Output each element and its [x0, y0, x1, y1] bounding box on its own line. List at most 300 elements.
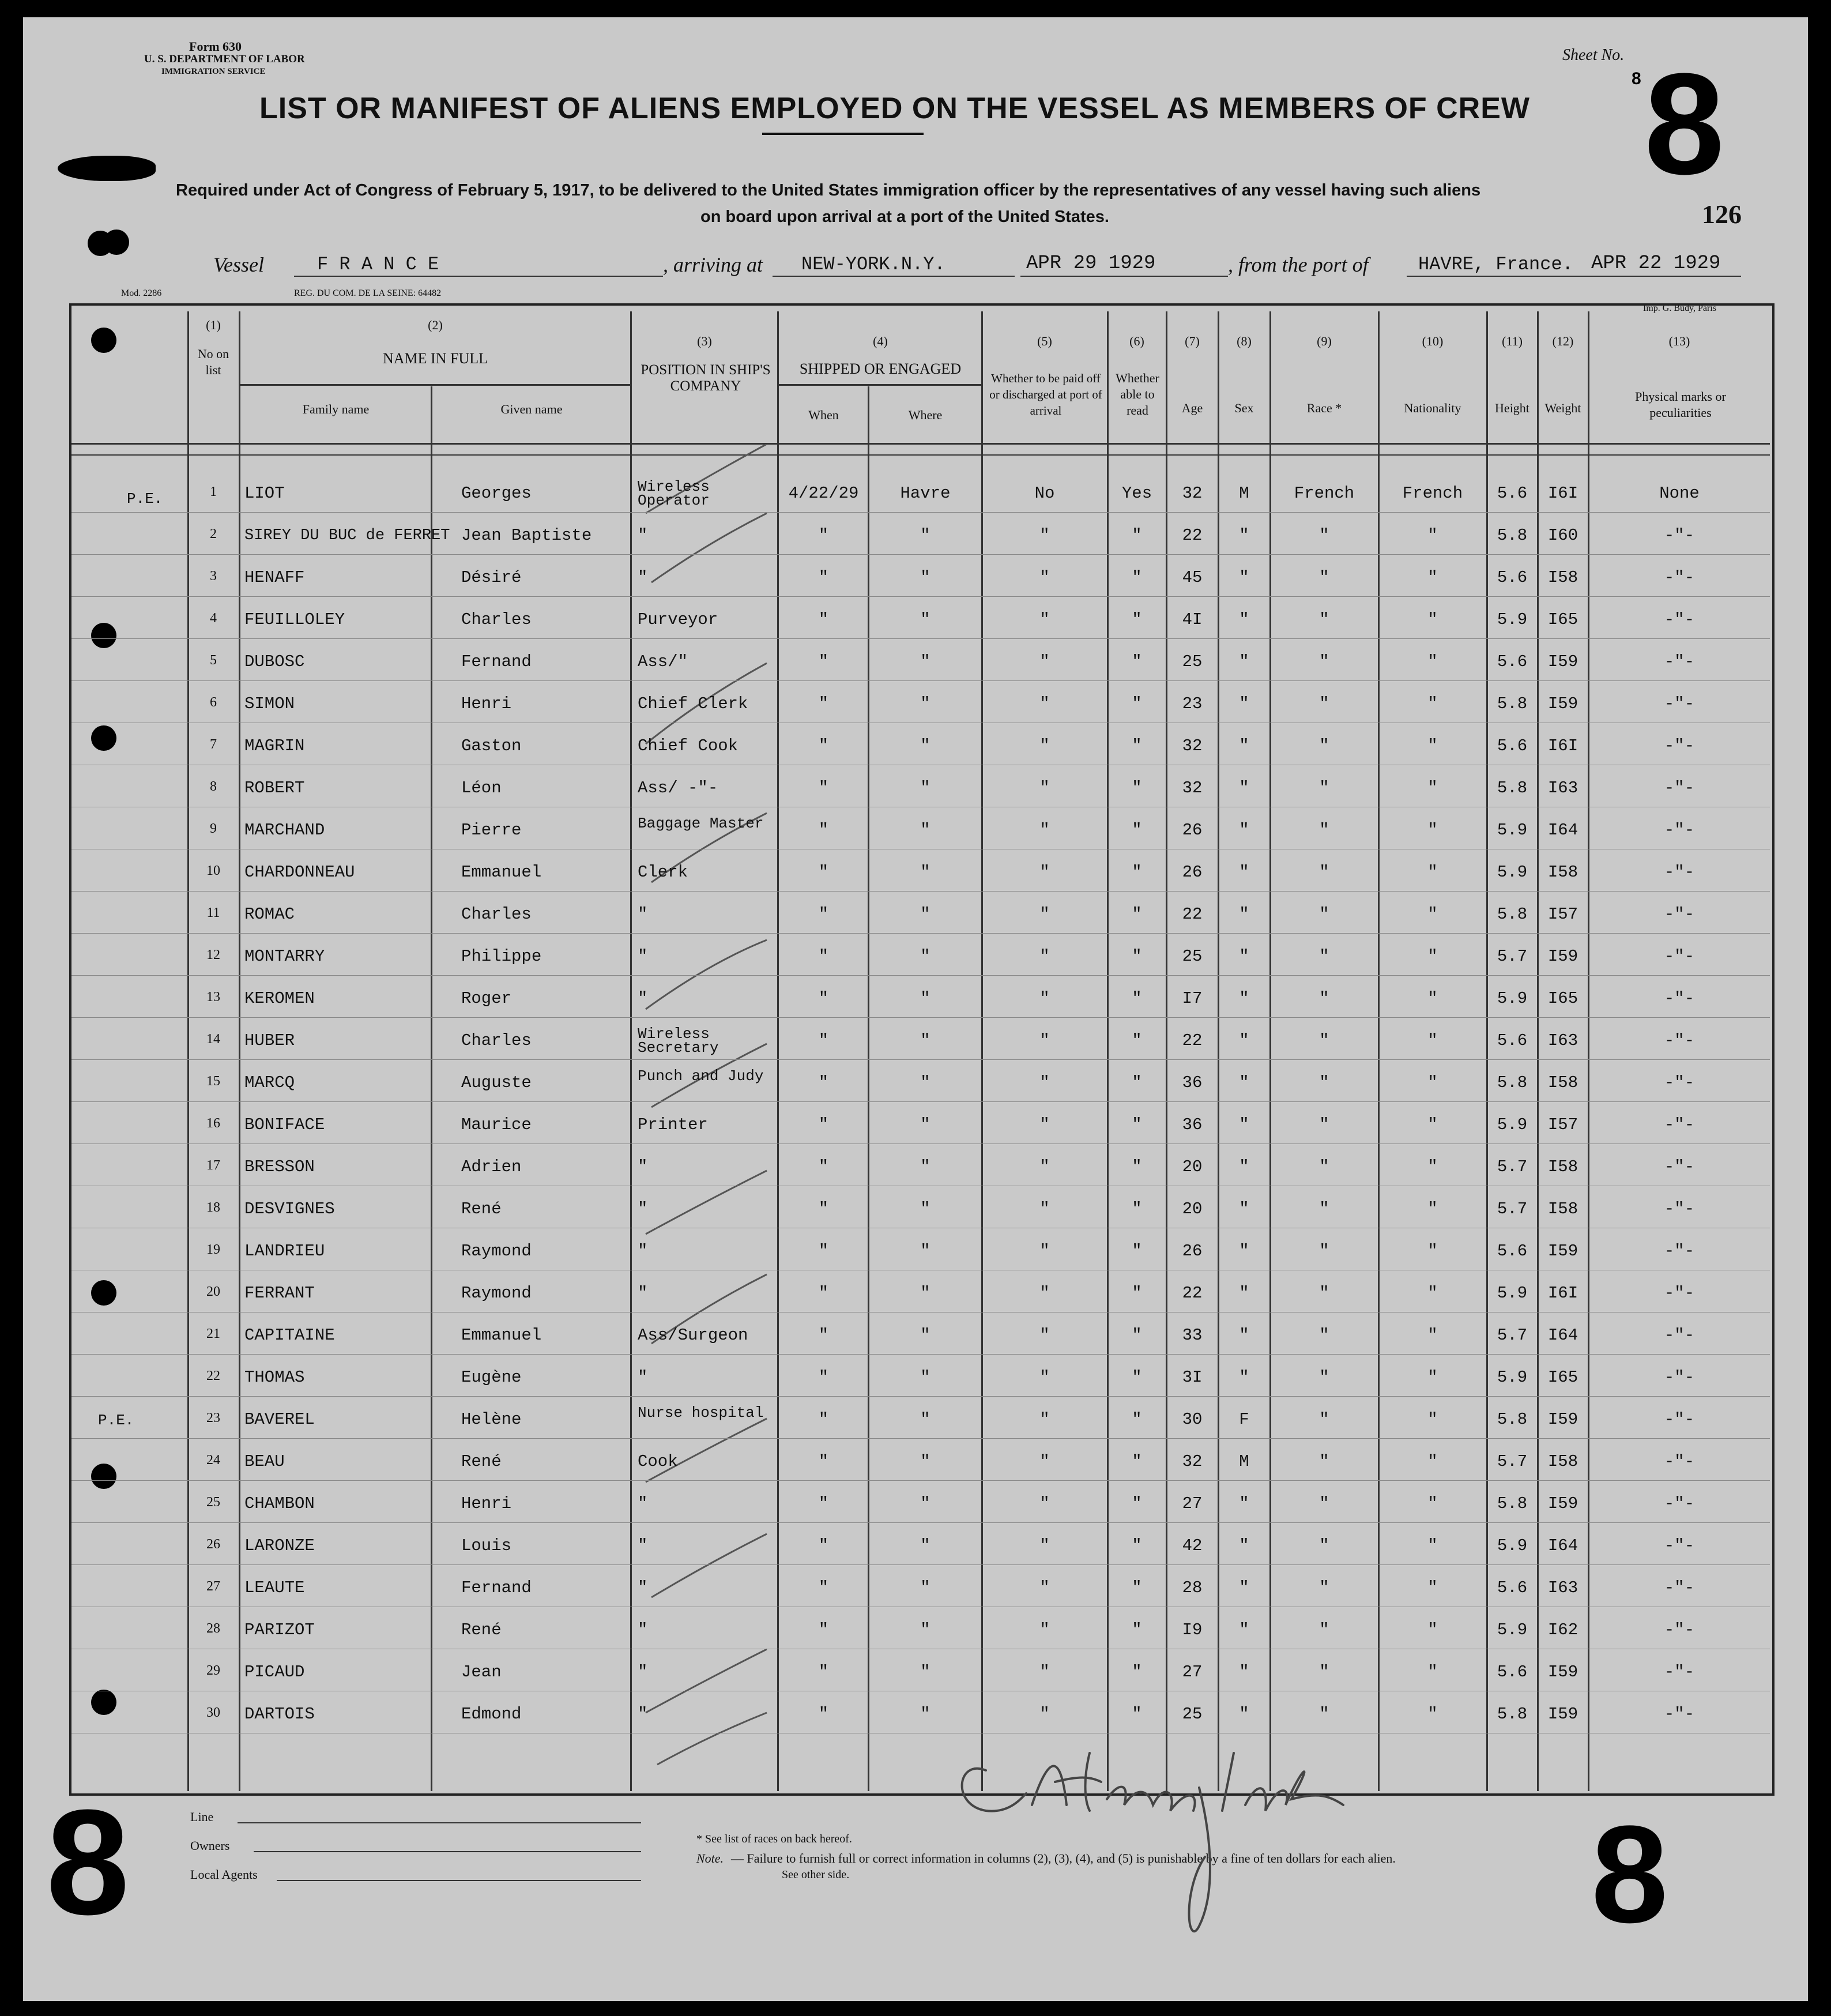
- able-to-read: ": [1132, 1620, 1142, 1639]
- agents-field-rule: [277, 1880, 641, 1881]
- paid-off: ": [1039, 1199, 1050, 1218]
- sex: ": [1239, 1284, 1249, 1303]
- shipped-where: ": [920, 778, 930, 798]
- row-rule: [71, 975, 1770, 976]
- given-name: Edmond: [461, 1705, 522, 1724]
- col2-header: NAME IN FULL: [383, 350, 488, 367]
- position: ": [638, 1620, 648, 1639]
- paid-off: ": [1039, 610, 1050, 629]
- departure-line: [1407, 276, 1741, 277]
- given-name: Georges: [461, 484, 532, 503]
- given-name: Désiré: [461, 568, 522, 587]
- height: 5.7: [1497, 1452, 1528, 1471]
- paid-off: ": [1039, 1620, 1050, 1639]
- race: ": [1319, 1410, 1329, 1429]
- shipped-where: ": [920, 1157, 930, 1176]
- line-field-rule: [238, 1822, 641, 1823]
- physical-marks: -"-: [1664, 1705, 1695, 1724]
- sex: ": [1239, 821, 1249, 840]
- family-name: FEUILLOLEY: [244, 610, 345, 629]
- row-number: 4: [210, 611, 217, 626]
- shipped-where: ": [920, 1663, 930, 1682]
- races-note: * See list of races on back hereof.: [696, 1833, 852, 1845]
- weight: I63: [1547, 778, 1578, 798]
- nationality: ": [1427, 1199, 1438, 1218]
- race: ": [1319, 1073, 1329, 1092]
- printer-credit: Imp. G. Budy, Paris: [1643, 303, 1716, 313]
- row-rule: [71, 1480, 1770, 1481]
- physical-marks: -"-: [1664, 863, 1695, 882]
- paid-off: ": [1039, 821, 1050, 840]
- row-rule: [71, 554, 1770, 555]
- col13-header: Physical marks or peculiarities: [1635, 389, 1726, 420]
- position: Printer: [638, 1115, 708, 1134]
- race: ": [1319, 568, 1329, 587]
- race: ": [1319, 652, 1329, 671]
- position: Clerk: [638, 863, 688, 882]
- physical-marks: -"-: [1664, 1368, 1695, 1387]
- column-divider: [1486, 311, 1488, 1791]
- height: 5.9: [1497, 1368, 1528, 1387]
- row-rule: [71, 512, 1770, 513]
- title-underline: [762, 133, 924, 135]
- nationality: ": [1427, 1494, 1438, 1513]
- weight: I6I: [1547, 484, 1578, 503]
- physical-marks: -"-: [1664, 1157, 1695, 1176]
- position: Punch and Judy: [638, 1067, 764, 1085]
- margin-mark: P.E.: [98, 1412, 134, 1429]
- shipped-when: ": [818, 694, 829, 713]
- height: 5.6: [1497, 484, 1528, 503]
- row-number: 28: [206, 1621, 220, 1636]
- position: ": [638, 905, 648, 924]
- family-name: LIOT: [244, 484, 285, 503]
- physical-marks: -"-: [1664, 1536, 1695, 1555]
- paid-off: ": [1039, 778, 1050, 798]
- sex: ": [1239, 905, 1249, 924]
- weight: I59: [1547, 1410, 1578, 1429]
- height: 5.6: [1497, 1031, 1528, 1050]
- able-to-read: Yes: [1121, 484, 1152, 503]
- shipped-when: ": [818, 863, 829, 882]
- shipped-where: ": [920, 1115, 930, 1134]
- family-name: LEAUTE: [244, 1578, 305, 1597]
- row-number: 18: [206, 1200, 220, 1215]
- row-number: 12: [206, 947, 220, 962]
- position: Ass/": [638, 652, 688, 671]
- nationality: ": [1427, 821, 1438, 840]
- date-line: [1020, 276, 1228, 277]
- paid-off: ": [1039, 1705, 1050, 1724]
- nationality: ": [1427, 568, 1438, 587]
- shipped-when: ": [818, 1620, 829, 1639]
- able-to-read: ": [1132, 1410, 1142, 1429]
- able-to-read: ": [1132, 1368, 1142, 1387]
- weight: I58: [1547, 1452, 1578, 1471]
- given-name: Henri: [461, 1494, 512, 1513]
- row-number: 29: [206, 1663, 220, 1678]
- paid-off: ": [1039, 1663, 1050, 1682]
- position: ": [638, 989, 648, 1008]
- row-number: 25: [206, 1495, 220, 1510]
- registry-number: REG. DU COM. DE LA SEINE: 64482: [294, 288, 442, 298]
- age: 27: [1182, 1663, 1203, 1682]
- paid-off: ": [1039, 568, 1050, 587]
- row-number: 2: [210, 526, 217, 541]
- family-name: BONIFACE: [244, 1115, 325, 1134]
- shipped-where: ": [920, 1494, 930, 1513]
- sex: ": [1239, 736, 1249, 755]
- sheet-number-small: 8: [1632, 69, 1641, 88]
- age: 33: [1182, 1326, 1203, 1345]
- sex: ": [1239, 1705, 1249, 1724]
- able-to-read: ": [1132, 652, 1142, 671]
- col6-number: (6): [1129, 334, 1144, 348]
- age: 32: [1182, 778, 1203, 798]
- physical-marks: -"-: [1664, 694, 1695, 713]
- column-divider: [239, 311, 240, 1791]
- local-agents-label: Local Agents: [190, 1867, 258, 1882]
- height: 5.7: [1497, 947, 1528, 966]
- race: ": [1319, 1284, 1329, 1303]
- race: ": [1319, 736, 1329, 755]
- weight: I63: [1547, 1031, 1578, 1050]
- col11-number: (11): [1502, 334, 1523, 348]
- col2b-header: Given name: [500, 402, 563, 416]
- able-to-read: ": [1132, 947, 1142, 966]
- able-to-read: ": [1132, 778, 1142, 798]
- weight: I63: [1547, 1578, 1578, 1597]
- given-name: Léon: [461, 778, 502, 798]
- age: 22: [1182, 1284, 1203, 1303]
- sex: ": [1239, 1157, 1249, 1176]
- nationality: ": [1427, 1536, 1438, 1555]
- row-number: 23: [206, 1411, 220, 1426]
- sex: M: [1239, 1452, 1249, 1471]
- col3-header: POSITION IN SHIP'S COMPANY: [641, 362, 771, 394]
- shipped-when: ": [818, 1073, 829, 1092]
- note-label: Note.: [696, 1851, 724, 1865]
- age: I9: [1182, 1620, 1203, 1639]
- column-divider: [1269, 311, 1271, 1791]
- shipped-where: ": [920, 1199, 930, 1218]
- given-name: Fernand: [461, 652, 532, 671]
- row-number: 11: [206, 905, 220, 920]
- paid-off: No: [1034, 484, 1055, 503]
- age: 25: [1182, 1705, 1203, 1724]
- nationality: ": [1427, 1663, 1438, 1682]
- header-rule: [777, 384, 983, 386]
- manifest-title: LIST OR MANIFEST OF ALIENS EMPLOYED ON THE VESSEL AS MEMBERS OF CREW: [259, 92, 1530, 125]
- position: Baggage Master: [638, 815, 764, 832]
- nationality: ": [1427, 1368, 1438, 1387]
- weight: I58: [1547, 1157, 1578, 1176]
- col7-number: (7): [1185, 334, 1200, 348]
- row-number: 21: [206, 1326, 220, 1341]
- race: ": [1319, 863, 1329, 882]
- position: Wireless Secretary: [638, 1025, 719, 1056]
- col10-number: (10): [1422, 334, 1444, 348]
- physical-marks: -"-: [1664, 1031, 1695, 1050]
- departure-date: APR 22 1929: [1591, 253, 1721, 274]
- position: Wireless Operator: [638, 478, 710, 509]
- height: 5.7: [1497, 1157, 1528, 1176]
- position: ": [638, 568, 648, 587]
- sex: ": [1239, 1242, 1249, 1261]
- shipped-when: ": [818, 1157, 829, 1176]
- weight: I65: [1547, 610, 1578, 629]
- height: 5.8: [1497, 694, 1528, 713]
- mod-number: Mod. 2286: [121, 288, 162, 298]
- given-name: Pierre: [461, 821, 522, 840]
- row-rule: [71, 933, 1770, 934]
- note-text: — Failure to furnish full or correct information in columns (2), (3), (4), and (5) is punishable by a fine of ten dollars for each alien.: [731, 1851, 1396, 1865]
- margin-mark: P.E.: [127, 490, 163, 507]
- physical-marks: -"-: [1664, 652, 1695, 671]
- family-name: PICAUD: [244, 1663, 305, 1682]
- col12-header: Weight: [1544, 401, 1581, 415]
- race: ": [1319, 1368, 1329, 1387]
- sex: ": [1239, 568, 1249, 587]
- physical-marks: -"-: [1664, 1115, 1695, 1134]
- height: 5.6: [1497, 1242, 1528, 1261]
- sex: ": [1239, 1620, 1249, 1639]
- shipped-where: ": [920, 526, 930, 545]
- able-to-read: ": [1132, 694, 1142, 713]
- physical-marks: -"-: [1664, 989, 1695, 1008]
- row-number: 16: [206, 1116, 220, 1131]
- nationality: ": [1427, 1073, 1438, 1092]
- physical-marks: -"-: [1664, 610, 1695, 629]
- age: 20: [1182, 1199, 1203, 1218]
- col3-number: (3): [697, 334, 712, 348]
- row-number: 5: [210, 653, 217, 668]
- family-name: LARONZE: [244, 1536, 315, 1555]
- paid-off: ": [1039, 1115, 1050, 1134]
- physical-marks: -"-: [1664, 1578, 1695, 1597]
- given-name: Henri: [461, 694, 512, 713]
- age: 26: [1182, 1242, 1203, 1261]
- family-name: ROBERT: [244, 778, 305, 798]
- given-name: Emmanuel: [461, 1326, 542, 1345]
- physical-marks: -"-: [1664, 1410, 1695, 1429]
- nationality: ": [1427, 1031, 1438, 1050]
- row-number: 10: [206, 863, 220, 878]
- physical-marks: -"-: [1664, 1284, 1695, 1303]
- shipped-when: ": [818, 568, 829, 587]
- row-number: 3: [210, 569, 217, 584]
- family-name: ROMAC: [244, 905, 295, 924]
- row-rule: [71, 1522, 1770, 1523]
- physical-marks: -"-: [1664, 778, 1695, 798]
- age: 45: [1182, 568, 1203, 587]
- age: 32: [1182, 736, 1203, 755]
- weight: I6I: [1547, 1284, 1578, 1303]
- physical-marks: -"-: [1664, 1073, 1695, 1092]
- nationality: ": [1427, 1115, 1438, 1134]
- age: 32: [1182, 1452, 1203, 1471]
- nationality: ": [1427, 1410, 1438, 1429]
- shipped-when: ": [818, 905, 829, 924]
- race: ": [1319, 778, 1329, 798]
- paid-off: ": [1039, 947, 1050, 966]
- height: 5.9: [1497, 989, 1528, 1008]
- position: ": [638, 1494, 648, 1513]
- weight: I65: [1547, 989, 1578, 1008]
- shipped-when: ": [818, 1452, 829, 1471]
- row-number: 19: [206, 1242, 220, 1257]
- able-to-read: ": [1132, 1326, 1142, 1345]
- row-number: 8: [210, 779, 217, 794]
- height: 5.6: [1497, 568, 1528, 587]
- family-name: BAVEREL: [244, 1410, 315, 1429]
- race: ": [1319, 1705, 1329, 1724]
- able-to-read: ": [1132, 1284, 1142, 1303]
- given-name: Maurice: [461, 1115, 532, 1134]
- sex: ": [1239, 1536, 1249, 1555]
- physical-marks: -"-: [1664, 736, 1695, 755]
- shipped-when: ": [818, 1368, 829, 1387]
- position: ": [638, 1578, 648, 1597]
- given-name: Adrien: [461, 1157, 522, 1176]
- row-rule: [71, 1017, 1770, 1018]
- arrival-date: APR 29 1929: [1026, 253, 1156, 274]
- paid-off: ": [1039, 1157, 1050, 1176]
- paid-off: ": [1039, 1368, 1050, 1387]
- height: 5.8: [1497, 1073, 1528, 1092]
- paid-off: ": [1039, 1536, 1050, 1555]
- shipped-when: ": [818, 1410, 829, 1429]
- physical-marks: -"-: [1664, 947, 1695, 966]
- shipped-where: ": [920, 905, 930, 924]
- inspector-signature: [945, 1718, 1361, 1961]
- race: ": [1319, 694, 1329, 713]
- physical-marks: -"-: [1664, 821, 1695, 840]
- paid-off: ": [1039, 1578, 1050, 1597]
- position: Nurse hospital: [638, 1404, 764, 1421]
- weight: I59: [1547, 1705, 1578, 1724]
- paid-off: ": [1039, 1410, 1050, 1429]
- physical-marks: -"-: [1664, 568, 1695, 587]
- sex: ": [1239, 863, 1249, 882]
- sex: ": [1239, 1199, 1249, 1218]
- nationality: ": [1427, 526, 1438, 545]
- given-name: Gaston: [461, 736, 522, 755]
- sex: ": [1239, 1578, 1249, 1597]
- row-rule: [71, 638, 1770, 639]
- physical-marks: -"-: [1664, 526, 1695, 545]
- shipped-when: ": [818, 1536, 829, 1555]
- column-divider: [1588, 311, 1589, 1791]
- col4a-header: When: [808, 408, 839, 422]
- nationality: ": [1427, 694, 1438, 713]
- row-number: 22: [206, 1368, 220, 1383]
- position-column-strokes: [634, 444, 778, 1770]
- weight: I58: [1547, 1199, 1578, 1218]
- nationality: ": [1427, 1620, 1438, 1639]
- family-name: CHAMBON: [244, 1494, 315, 1513]
- height: 5.9: [1497, 863, 1528, 882]
- row-rule: [71, 1354, 1770, 1355]
- age: 22: [1182, 1031, 1203, 1050]
- given-name: Fernand: [461, 1578, 532, 1597]
- shipped-where: ": [920, 1368, 930, 1387]
- age: 32: [1182, 484, 1203, 503]
- able-to-read: ": [1132, 1157, 1142, 1176]
- family-name: MONTARRY: [244, 947, 325, 966]
- paid-off: ": [1039, 989, 1050, 1008]
- shipped-when: ": [818, 1115, 829, 1134]
- paid-off: ": [1039, 736, 1050, 755]
- family-name: MAGRIN: [244, 736, 305, 755]
- row-number: 6: [210, 695, 217, 710]
- race: ": [1319, 947, 1329, 966]
- position: ": [638, 1242, 648, 1261]
- shipped-where: ": [920, 1073, 930, 1092]
- position: ": [638, 1705, 648, 1724]
- age: I7: [1182, 989, 1203, 1008]
- manifest-subtitle-1: Required under Act of Congress of February 5, 1917, to be delivered to the United States immigration officer by the representatives of any vessel having such aliens: [176, 181, 1481, 200]
- col2a-header: Family name: [302, 402, 370, 416]
- shipped-where: Havre: [900, 484, 951, 503]
- position: Ass/Surgeon: [638, 1326, 748, 1345]
- col1-number: (1): [206, 318, 221, 332]
- arrival-port: NEW-YORK.N.Y.: [801, 254, 945, 275]
- able-to-read: ": [1132, 1031, 1142, 1050]
- age: 30: [1182, 1410, 1203, 1429]
- owners-field-rule: [254, 1851, 641, 1852]
- nationality: ": [1427, 863, 1438, 882]
- header-rule: [71, 443, 1770, 445]
- age: 26: [1182, 821, 1203, 840]
- family-name: THOMAS: [244, 1368, 305, 1387]
- nationality: ": [1427, 947, 1438, 966]
- sex: ": [1239, 1663, 1249, 1682]
- family-name: HENAFF: [244, 568, 305, 587]
- race: ": [1319, 905, 1329, 924]
- age: 27: [1182, 1494, 1203, 1513]
- position: Chief Cook: [638, 736, 739, 755]
- height: 5.8: [1497, 1494, 1528, 1513]
- row-number: 13: [206, 990, 220, 1005]
- nationality: ": [1427, 1157, 1438, 1176]
- nationality: ": [1427, 1452, 1438, 1471]
- shipped-when: ": [818, 989, 829, 1008]
- able-to-read: ": [1132, 1073, 1142, 1092]
- page-number: 126: [1702, 200, 1742, 229]
- race: ": [1319, 526, 1329, 545]
- height: 5.8: [1497, 1705, 1528, 1724]
- col10-header: Nationality: [1404, 401, 1461, 415]
- age: 22: [1182, 905, 1203, 924]
- race: ": [1319, 1452, 1329, 1471]
- paid-off: ": [1039, 652, 1050, 671]
- weight: I59: [1547, 947, 1578, 966]
- weight: I64: [1547, 1326, 1578, 1345]
- family-name: KEROMEN: [244, 989, 315, 1008]
- race: ": [1319, 1578, 1329, 1597]
- weight: I59: [1547, 1663, 1578, 1682]
- weight: I59: [1547, 1242, 1578, 1261]
- punch-hole: [104, 230, 129, 255]
- height: 5.6: [1497, 1663, 1528, 1682]
- given-name: Helène: [461, 1410, 522, 1429]
- nationality: ": [1427, 989, 1438, 1008]
- shipped-where: ": [920, 1452, 930, 1471]
- age: 25: [1182, 652, 1203, 671]
- col8-number: (8): [1237, 334, 1252, 348]
- height: 5.6: [1497, 1578, 1528, 1597]
